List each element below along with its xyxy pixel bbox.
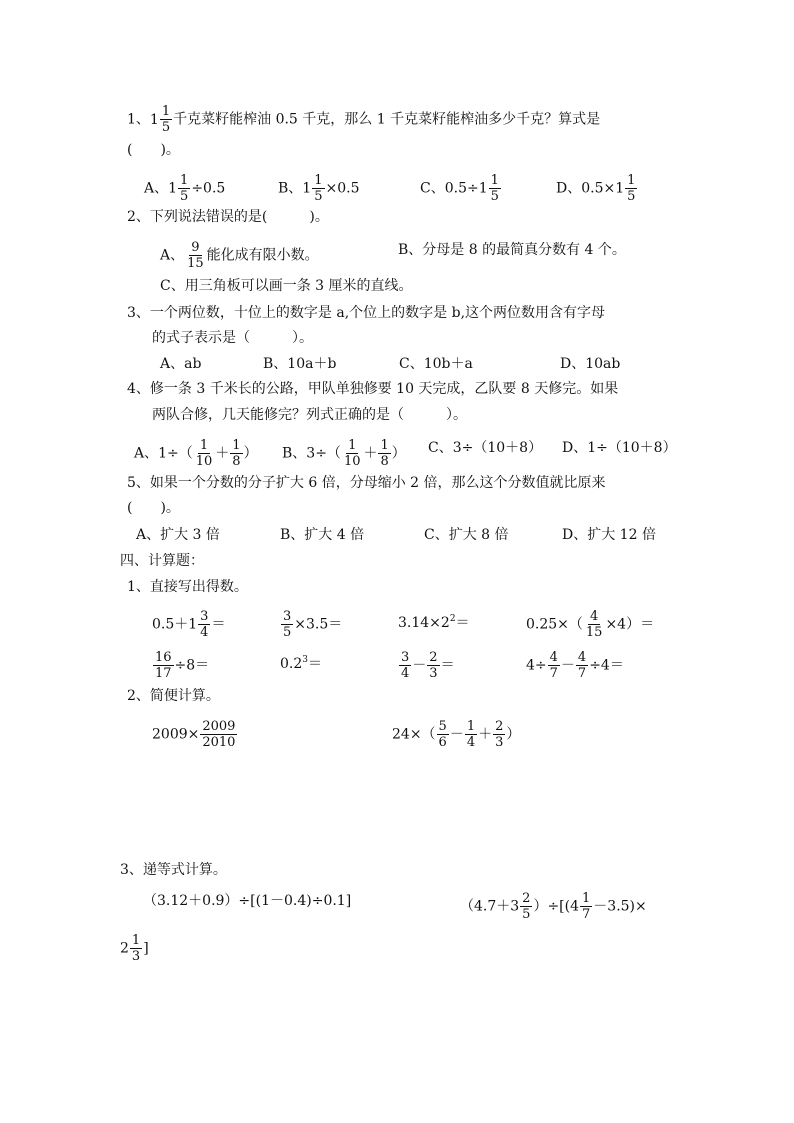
q5-option-d: D、扩大 12 倍: [562, 527, 656, 543]
calc1-expr-8: 4÷ $\frac{4}{7}$ － $\frac{4}{7}$ ÷4＝: [526, 650, 624, 681]
q5-line1: 5、如果一个分数的分子扩大 6 倍，分母缩小 2 倍，那么这个分数值就比原来: [127, 475, 606, 491]
calc3-title: 3、递等式计算。: [120, 862, 227, 878]
calc2-expr-2: 24×（ $\frac{5}{6}$ － $\frac{1}{4}$ ＋ $\frac{2}{3}$ ）: [392, 719, 521, 750]
q4-line2: 两队合修，几天能修完？列式正确的是（ ）。: [152, 407, 467, 423]
q2-option-c: C、用三角板可以画一条 3 厘米的直线。: [160, 278, 413, 294]
q3-line1: 3、一个两位数，十位上的数字是 a,个位上的数字是 b,这个两位数用含有字母: [127, 305, 606, 321]
q4-option-c: C、3÷（10＋8）: [428, 440, 543, 456]
q2-option-a: A、 $\frac{9}{15}$ 能化成有限小数。: [160, 240, 319, 271]
q1-answer-blank: ( )。: [127, 142, 180, 158]
q4-option-a: A、1÷（ $\frac{1}{10}$ ＋ $\frac{1}{8}$ ）: [134, 438, 258, 469]
q3-option-c: C、10b＋a: [399, 356, 473, 372]
q3-option-d: D、10ab: [560, 356, 621, 372]
calc1-expr-7: $\frac{3}{4}$ － $\frac{2}{3}$ ＝: [401, 650, 455, 681]
q3-line2: 的式子表示是（ ）。: [152, 330, 313, 346]
q1-line1: [127, 104, 601, 135]
q3-option-b: B、10a＋b: [263, 356, 337, 372]
calc1-expr-4: 0.25×（ $\frac{4}{15}$ ×4）＝: [526, 609, 655, 640]
q1-text: 千克菜籽能榨油 0.5 千克，那么 1 千克菜籽能榨油多少千克？算式是: [173, 111, 601, 128]
calc1-expr-1: 0.5＋1 $\frac{3}{4}$ ＝: [152, 609, 226, 640]
q4-option-b: B、3÷（ $\frac{1}{10}$ ＋ $\frac{1}{8}$ ）: [282, 438, 406, 469]
q5-line2: ( )。: [127, 500, 180, 516]
q5-option-b: B、扩大 4 倍: [280, 527, 365, 543]
calc1-expr-2: $\frac{3}{5}$ ×3.5＝: [283, 609, 343, 640]
q1-number: 1、: [127, 111, 150, 128]
section-title-calculation: 四、计算题：: [120, 553, 204, 569]
calc1-expr-6: $0.2^3=$: [280, 655, 322, 672]
calc3-expr-1: （3.12＋0.9）÷[(1－0.4)÷0.1]: [143, 893, 352, 909]
q1-option-c: C、0.5÷1 $\frac{1}{5}$: [420, 173, 499, 204]
calc2-title: 2、简便计算。: [127, 688, 220, 704]
q2-option-b: B、分母是 8 的最简真分数有 4 个。: [398, 242, 626, 258]
calc2-expr-1: 2009× $\frac{2009}{2010}$: [152, 719, 236, 750]
q1-option-a: A、1 $\frac{1}{5}$ ÷0.5: [144, 173, 226, 204]
q4-option-d: D、1÷（10＋8）: [562, 440, 677, 456]
q5-option-c: C、扩大 8 倍: [424, 527, 509, 543]
calc1-expr-3: $3.14\times 2^2=$: [398, 614, 470, 631]
calc3-expr-2-continued: 2 $\frac{1}{3}$ ]: [120, 933, 149, 964]
q4-line1: 4、修一条 3 千米长的公路，甲队单独修要 10 天完成，乙队要 8 天修完。如果: [127, 381, 619, 397]
calc1-expr-5: $\frac{16}{17}$ ÷8＝: [155, 650, 210, 681]
q3-option-a: A、ab: [160, 356, 202, 372]
calc3-expr-2: （4.7＋3 $\frac{2}{5}$ ）÷[(4 $\frac{1}{7}$ －3.5)×: [460, 891, 647, 922]
q1-option-d: D、0.5×1 $\frac{1}{5}$: [556, 173, 636, 204]
q5-option-a: A、扩大 3 倍: [136, 527, 220, 543]
q2-stem: 2、下列说法错误的是( )。: [127, 209, 329, 225]
q1-mixed-number: 1 $\frac{1}{5}$: [149, 104, 171, 135]
calc1-title: 1、直接写出得数。: [127, 579, 248, 595]
q1-option-b: B、1 $\frac{1}{5}$ ×0.5: [278, 173, 360, 204]
